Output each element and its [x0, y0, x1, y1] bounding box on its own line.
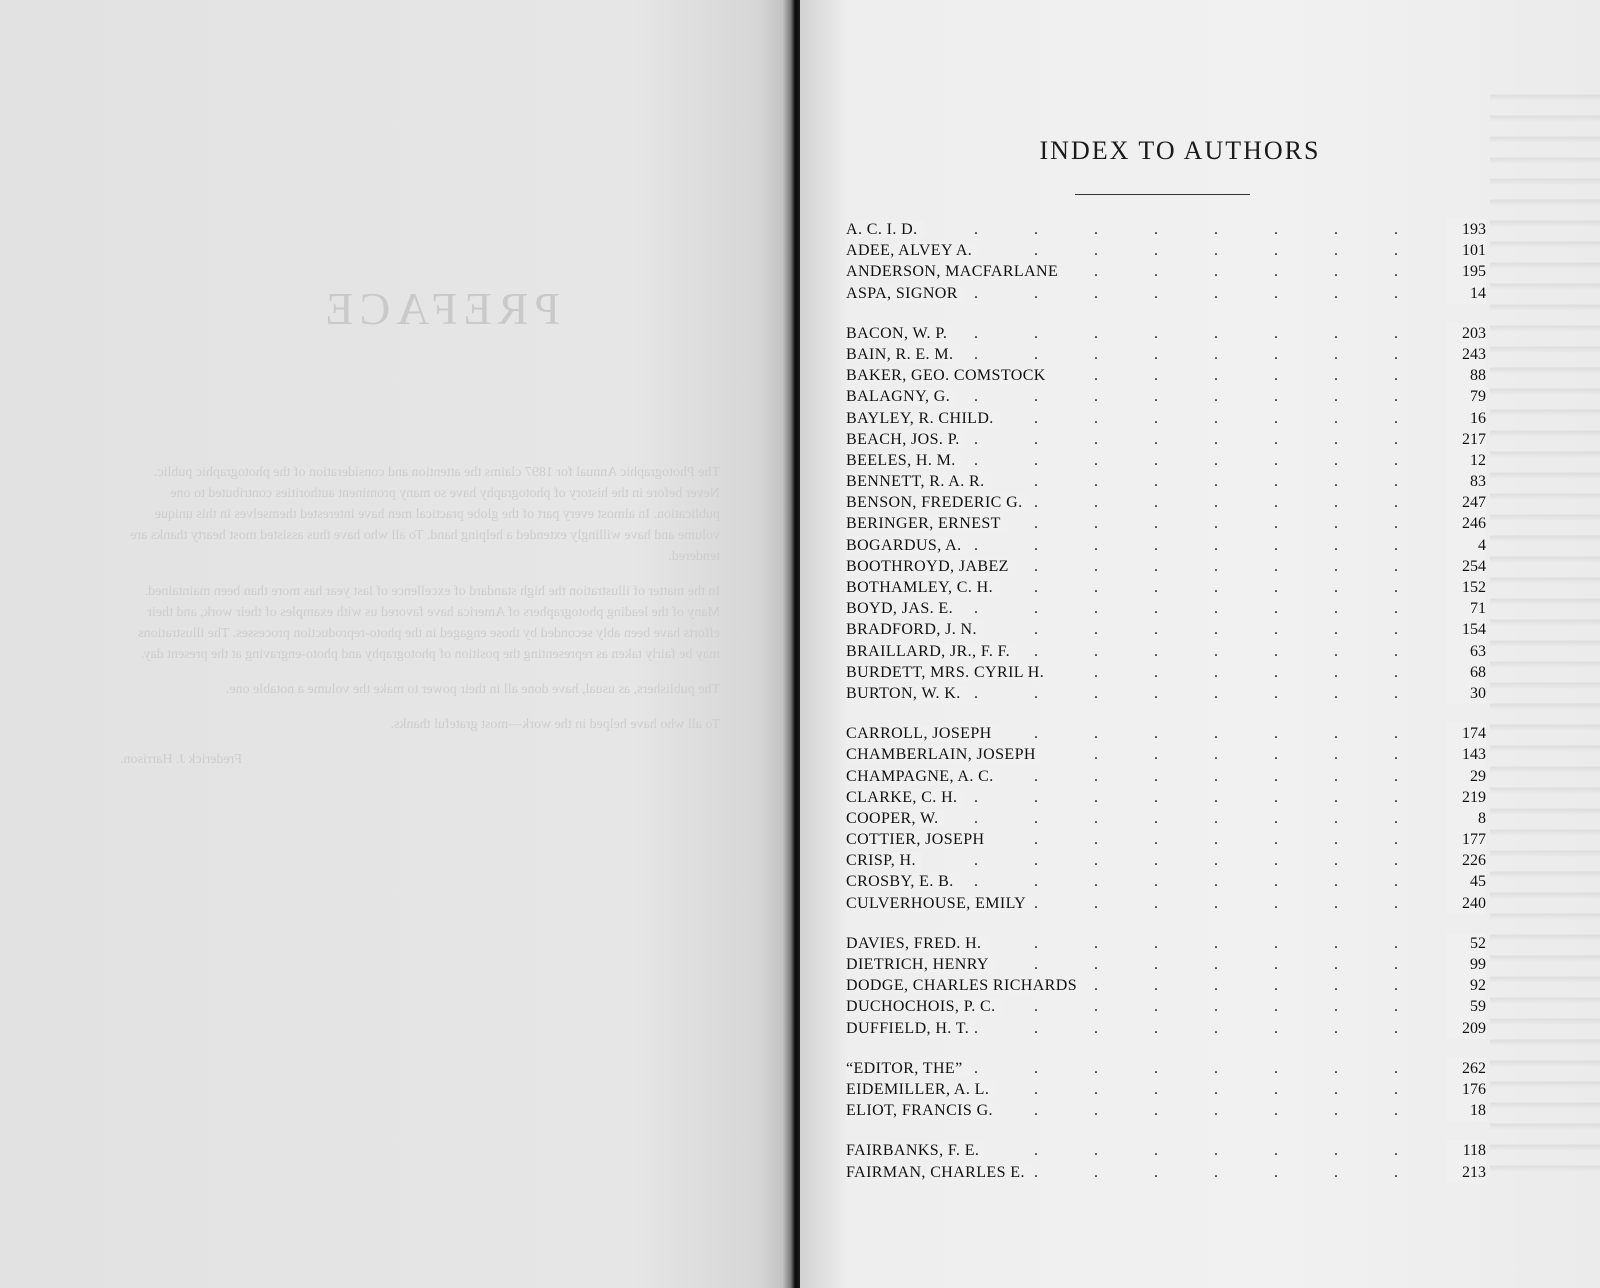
index-entry — [846, 365, 1486, 386]
title-rule — [1075, 194, 1250, 195]
index-entry — [846, 787, 1486, 808]
author-name: BRADFORD, J. N. — [846, 621, 983, 638]
page-number: 101 — [1446, 240, 1486, 261]
page-number: 213 — [1446, 1162, 1486, 1183]
author-name: BURDETT, MRS. CYRIL H. — [846, 664, 1050, 681]
author-name: DUCHOCHOIS, P. C. — [846, 998, 1002, 1015]
author-name: CHAMBERLAIN, JOSEPH — [846, 746, 1042, 763]
author-name: BRAILLARD, JR., F. F. — [846, 643, 1016, 660]
index-entry — [846, 408, 1486, 429]
page-number: 8 — [1446, 808, 1486, 829]
page-number: 30 — [1446, 683, 1486, 704]
index-entry — [846, 893, 1486, 914]
author-name: CHAMPAGNE, A. C. — [846, 768, 1000, 785]
author-name: BOTHAMLEY, C. H. — [846, 579, 999, 596]
page-number: 209 — [1446, 1018, 1486, 1039]
page-number: 16 — [1446, 408, 1486, 429]
author-name: CULVERHOUSE, EMILY — [846, 895, 1032, 912]
index-entry — [846, 850, 1486, 871]
author-name: ELIOT, FRANCIS G. — [846, 1102, 999, 1119]
author-name: ANDERSON, MACFARLANE — [846, 263, 1064, 280]
author-name: BOYD, JAS. E. — [846, 600, 959, 617]
author-name: “EDITOR, THE” — [846, 1060, 969, 1077]
page-number: 254 — [1446, 556, 1486, 577]
dot-leader — [846, 219, 1448, 240]
index-entry — [846, 344, 1486, 365]
page-number: 246 — [1446, 513, 1486, 534]
index-entry — [846, 1162, 1486, 1183]
author-name: COOPER, W. — [846, 810, 944, 827]
page-number: 71 — [1446, 598, 1486, 619]
index-entry — [846, 429, 1486, 450]
index-entry — [846, 577, 1486, 598]
index-entry — [846, 619, 1486, 640]
index-entry — [846, 829, 1486, 850]
page-number: 59 — [1446, 996, 1486, 1017]
index-entry — [846, 261, 1486, 282]
author-name: CARROLL, JOSEPH — [846, 725, 998, 742]
index-entry — [846, 492, 1486, 513]
index-entry — [846, 598, 1486, 619]
page-number: 63 — [1446, 641, 1486, 662]
index-entry — [846, 662, 1486, 683]
page-number: 262 — [1446, 1058, 1486, 1079]
index-entry — [846, 471, 1486, 492]
author-name: ASPA, SIGNOR — [846, 285, 964, 302]
group-spacer — [846, 1039, 1486, 1058]
index-entry — [846, 240, 1486, 261]
page-number: 176 — [1446, 1079, 1486, 1100]
page-number: 195 — [1446, 261, 1486, 282]
page-number: 240 — [1446, 893, 1486, 914]
author-name: FAIRMAN, CHARLES E. — [846, 1164, 1031, 1181]
page-number: 52 — [1446, 933, 1486, 954]
page-number: 177 — [1446, 829, 1486, 850]
author-name: BACON, W. P. — [846, 325, 953, 342]
index-entry — [846, 535, 1486, 556]
page-number: 247 — [1446, 492, 1486, 513]
group-spacer — [846, 304, 1486, 323]
page-number: 88 — [1446, 365, 1486, 386]
page-number: 4 — [1446, 535, 1486, 556]
preface-paragraph: In the matter of illustration the high standard of excellence of last year has more than been maintained. Many of the leading photographers of America have favored us with examples of their work, and their efforts have been ably seconded by those engaged in the photo-reproduction processes. The illustrations may be fairly taken as representing the position of photography and photo-engraving at the present day. — [138, 584, 720, 662]
author-name: BERINGER, ERNEST — [846, 515, 1007, 532]
preface-title: PREFACE — [319, 283, 560, 334]
author-name: BALAGNY, G. — [846, 388, 956, 405]
author-name: BAKER, GEO. COMSTOCK — [846, 367, 1052, 384]
page-number: 217 — [1446, 429, 1486, 450]
page-number: 83 — [1446, 471, 1486, 492]
page-number: 203 — [1446, 323, 1486, 344]
index-entry — [846, 744, 1486, 765]
index-entry — [846, 1140, 1486, 1161]
index-entry — [846, 1079, 1486, 1100]
page-number: 99 — [1446, 954, 1486, 975]
author-name: BAYLEY, R. CHILD. — [846, 410, 1000, 427]
author-name: EIDEMILLER, A. L. — [846, 1081, 995, 1098]
page-number: 45 — [1446, 871, 1486, 892]
author-name: BURTON, W. K. — [846, 685, 967, 702]
author-name: CRISP, H. — [846, 852, 922, 869]
preface-signature: Frederick J. Harrison. — [120, 752, 243, 767]
page-number: 18 — [1446, 1100, 1486, 1121]
index-entry — [846, 954, 1486, 975]
index-entry — [846, 513, 1486, 534]
group-spacer — [846, 914, 1486, 933]
author-name: ADEE, ALVEY A. — [846, 242, 978, 259]
page-number: 243 — [1446, 344, 1486, 365]
index-entry — [846, 683, 1486, 704]
index-entry — [846, 450, 1486, 471]
page-number: 219 — [1446, 787, 1486, 808]
author-name: DODGE, CHARLES RICHARDS — [846, 977, 1083, 994]
index-entry — [846, 556, 1486, 577]
author-name: CROSBY, E. B. — [846, 873, 960, 890]
author-name: A. C. I. D. — [846, 221, 924, 238]
index-entry — [846, 641, 1486, 662]
left-page — [0, 0, 790, 1288]
author-name: DIETRICH, HENRY — [846, 956, 995, 973]
index-entry — [846, 996, 1486, 1017]
author-name: FAIRBANKS, F. E. — [846, 1142, 985, 1159]
page-number: 12 — [1446, 450, 1486, 471]
author-name: COTTIER, JOSEPH — [846, 831, 990, 848]
page-number: 92 — [1446, 975, 1486, 996]
author-name: DAVIES, FRED. H. — [846, 935, 987, 952]
author-name: CLARKE, C. H. — [846, 789, 963, 806]
author-name: BOGARDUS, A. — [846, 537, 968, 554]
page-number: 79 — [1446, 386, 1486, 407]
index-entry — [846, 808, 1486, 829]
index-entry — [846, 766, 1486, 787]
page-number: 174 — [1446, 723, 1486, 744]
index-entry — [846, 1058, 1486, 1079]
page-number: 193 — [1446, 219, 1486, 240]
author-name: BEELES, H. M. — [846, 452, 962, 469]
author-name: BAIN, R. E. M. — [846, 346, 959, 363]
page-number: 152 — [1446, 577, 1486, 598]
author-name: BENNETT, R. A. R. — [846, 473, 991, 490]
index-entry — [846, 975, 1486, 996]
preface-paragraph: The publishers, as usual, have done all in their power to make the volume a notable one. — [225, 682, 720, 697]
index-entry — [846, 1100, 1486, 1121]
dot-leader — [846, 850, 1448, 871]
author-index-list — [846, 219, 1486, 1183]
author-name: BENSON, FREDERIC G. — [846, 494, 1029, 511]
page-number: 226 — [1446, 850, 1486, 871]
index-entry — [846, 219, 1486, 240]
index-entry — [846, 871, 1486, 892]
right-page — [800, 0, 1600, 1288]
index-entry — [846, 1018, 1486, 1039]
page-number: 154 — [1446, 619, 1486, 640]
page-number: 143 — [1446, 744, 1486, 765]
page-number: 29 — [1446, 766, 1486, 787]
index-entry — [846, 283, 1486, 304]
index-title: INDEX TO AUTHORS — [1039, 136, 1321, 165]
page-number: 118 — [1446, 1140, 1486, 1161]
group-spacer — [846, 704, 1486, 723]
page-number: 14 — [1446, 283, 1486, 304]
preface-paragraph: The Photographic Annual for 1897 claims the attention and consideration of the photographic public. Never before in the history of photography have so many prominent authorities contributed to one publication. In almost every part of the globe practical men have interested themselves in this unique volume and have willingly extended a helping hand. To all who have thus assisted most hearty thanks are tendered. — [130, 465, 720, 564]
preface-paragraph: To all who have helped in the work—most grateful thanks. — [390, 717, 720, 732]
page-edge-bleed — [1490, 80, 1600, 1180]
index-entry — [846, 723, 1486, 744]
index-entry — [846, 933, 1486, 954]
index-entry — [846, 386, 1486, 407]
page-number: 68 — [1446, 662, 1486, 683]
author-name: BEACH, JOS. P. — [846, 431, 966, 448]
preface-text — [120, 448, 720, 784]
index-entry — [846, 323, 1486, 344]
author-name: DUFFIELD, H. T. — [846, 1020, 975, 1037]
group-spacer — [846, 1121, 1486, 1140]
author-name: BOOTHROYD, JABEZ — [846, 558, 1015, 575]
